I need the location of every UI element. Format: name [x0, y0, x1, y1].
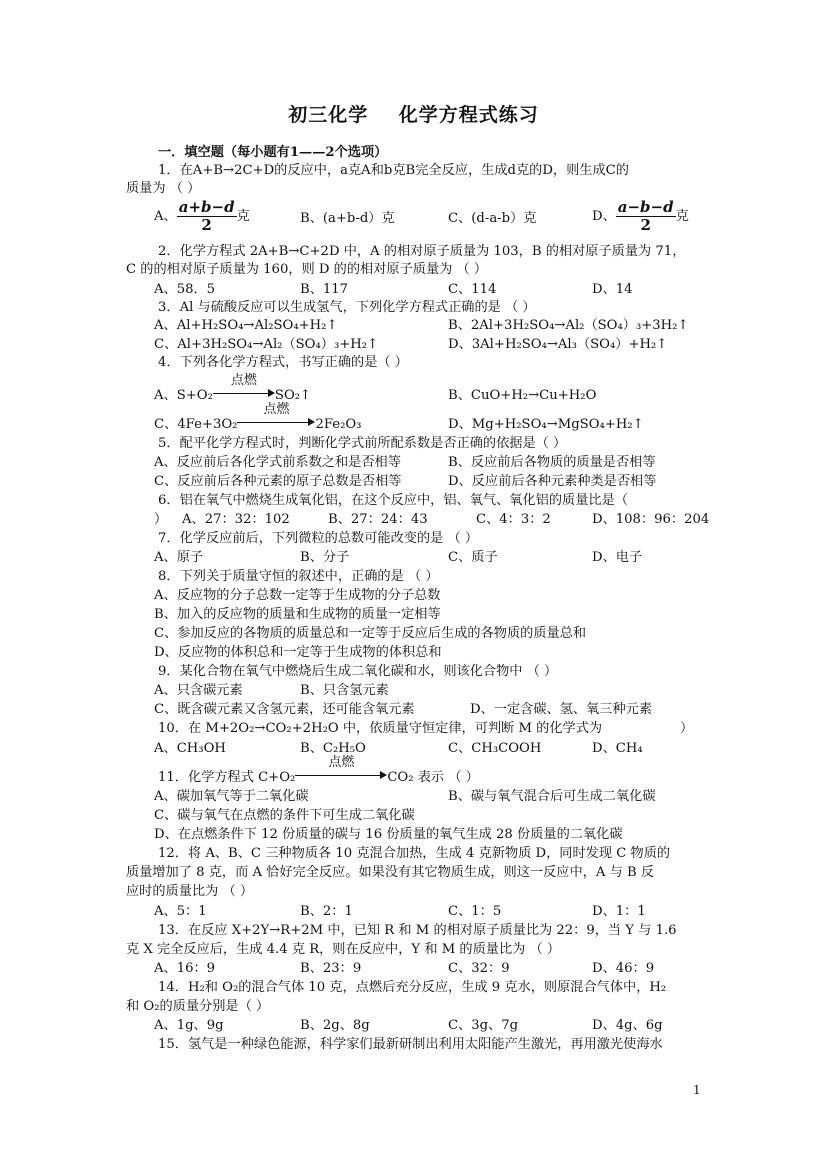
- q1-option-c: C、(d-a-b）克: [448, 211, 537, 226]
- q5-option-b: B、反应前后各物质的质量是否相等: [448, 455, 656, 470]
- q9-option-c: C、既含碳元素又含氢元素，还可能含氧元素: [154, 702, 415, 717]
- q14-option-c: C、3g、7g: [448, 1018, 519, 1033]
- q3-option-b: B、2Al+3H₂SO₄→Al₂（SO₄）₃+3H₂↑: [448, 318, 689, 333]
- q8-option-b: B、加入的反应物的质量和生成物的质量一定相等: [154, 607, 441, 622]
- q10-option-c: C、CH₃COOH: [448, 741, 542, 756]
- q9-option-b: B、只含氢元素: [300, 683, 389, 698]
- q5-option-a: A、反应前后各化学式前系数之和是否相等: [154, 455, 401, 470]
- q12-option-d: D、1：1: [592, 904, 646, 919]
- q13-option-d: D、46：9: [592, 961, 655, 976]
- page-number: 1: [693, 1083, 701, 1097]
- q11-option-a: A、碳加氧气等于二氧化碳: [154, 789, 309, 804]
- q5-option-c: C、反应前后各种元素的原子总数是否相等: [154, 474, 402, 489]
- q9-option-a: A、只含碳元素: [154, 683, 243, 698]
- q10-option-b: B、C₂H₅O: [300, 741, 366, 756]
- q8-option-a: A、反应物的分子总数一定等于生成物的分子总数: [154, 588, 441, 603]
- q3-option-d: D、3Al+H₂SO₄→Al₃（SO₄）+H₂↑: [448, 337, 668, 352]
- q5-stem: 5．配平化学方程式时，判断化学式前所配系数是否正确的依据是（ ）: [158, 436, 567, 451]
- q12-option-b: B、2：1: [300, 904, 353, 919]
- q12-stem: 12．将 A、B、C 三种物质各 10 克混合加热，生成 4 克新物质 D，同时发现 C 物质的: [158, 846, 671, 861]
- q10-stem-close: ）: [680, 721, 694, 736]
- q4-option-d: D、Mg+H₂SO₄→MgSO₄+H₂↑: [448, 417, 644, 432]
- q4-c-ignite-arrow: 点燃: [237, 416, 315, 428]
- q9-option-d: D、一定含碳、氢、氧三种元素: [470, 702, 653, 717]
- q11-ignite-arrow: 点燃: [295, 769, 387, 781]
- q3-option-a: A、Al+H₂SO₄→Al₂SO₄+H₂↑: [154, 318, 338, 333]
- q3-stem: 3．Al 与硫酸反应可以生成氢气，下列化学方程式正确的是 （ ）: [158, 300, 536, 315]
- q11-stem: 11．化学方程式 C+O₂ 点燃 CO₂ 表示 （ ）: [158, 755, 479, 785]
- q7-option-c: C、质子: [448, 550, 498, 565]
- q6-stem-close: ）: [154, 512, 168, 527]
- q6-option-a: A、27：32：102: [182, 512, 290, 527]
- q4-option-b: B、CuO+H₂→Cu+H₂O: [448, 388, 597, 403]
- q2-option-a: A、58．5: [154, 282, 216, 297]
- q13-stem-cont: 克 X 完全反应后，生成 4.4 克 R，则在反应中，Y 和 M 的质量比为 （ ）: [126, 942, 561, 957]
- q10-option-a: A、CH₃OH: [154, 741, 226, 756]
- q1-stem: 1．在A+B→2C+D的反应中，a克A和b克B完全反应，生成d克的D，则生成C的: [158, 163, 629, 178]
- section-heading: 一．填空题（每小题有1——2个选项）: [158, 145, 388, 160]
- q9-stem: 9．某化合物在氧气中燃烧后生成二氧化碳和水，则该化合物中 （ ）: [158, 664, 558, 679]
- q6-stem: 6．铝在氧气中燃烧生成氧化铝，在这个反应中，铝、氧气、氧化铝的质量比是（: [158, 493, 628, 508]
- q13-option-b: B、23：9: [300, 961, 362, 976]
- q14-option-b: B、2g、8g: [300, 1018, 370, 1033]
- q4-a-ignite-arrow: 点燃: [213, 387, 275, 399]
- q4-option-c: C、4Fe+3O₂ 点燃 2Fe₂O₃: [154, 402, 362, 432]
- q2-option-b: B、117: [300, 282, 349, 297]
- q7-stem: 7．化学反应前后，下列微粒的总数可能改变的是 （ ）: [158, 531, 479, 546]
- q12-stem-cont-2: 应时的质量比为 （ ）: [126, 884, 254, 899]
- q13-option-a: A、16：9: [154, 961, 216, 976]
- q1-fraction-a: $\frac{a+b-d}{2}$: [178, 198, 235, 234]
- q12-stem-cont: 质量增加了 8 克，而 A 恰好完全反应。如果没有其它物质生成，则这一反应中，A 与 B 反: [126, 865, 655, 880]
- q4-stem: 4．下列各化学方程式，书写正确的是（ ）: [158, 355, 408, 370]
- q8-option-d: D、反应物的体积总和一定等于生成物的体积总和: [154, 645, 442, 660]
- q12-option-c: C、1：5: [448, 904, 502, 919]
- q1-option-b: B、(a+b-d）克: [300, 211, 395, 226]
- q1-fraction-d: $\frac{a-b-d}{2}$: [617, 198, 674, 234]
- page-title: 初三化学 化学方程式练习: [288, 104, 539, 126]
- q14-option-a: A、1g、9g: [154, 1018, 224, 1033]
- q11-option-b: B、碳与氧气混合后可生成二氧化碳: [448, 789, 656, 804]
- q3-option-c: C、Al+3H₂SO₄→Al₂（SO₄）₃+H₂↑: [154, 337, 379, 352]
- q11-option-d: D、在点燃条件下 12 份质量的碳与 16 份质量的氧气生成 28 份质量的二氧化碳: [154, 827, 623, 842]
- q7-option-d: D、电子: [592, 550, 643, 565]
- q15-stem: 15．氢气是一种绿色能源，科学家们最新研制出利用太阳能产生激光，再用激光使海水: [158, 1037, 663, 1052]
- q14-stem: 14．H₂和 O₂的混合气体 10 克，点燃后充分反应，生成 9 克水，则原混合气体中，H₂: [158, 980, 667, 995]
- q2-option-d: D、14: [592, 282, 633, 297]
- q2-option-c: C、114: [448, 282, 497, 297]
- q2-stem: 2．化学方程式 2A+B→C+2D 中，A 的相对原子质量为 103，B 的相对原子质量为 71，: [158, 244, 686, 259]
- q7-option-a: A、原子: [154, 550, 204, 565]
- q14-stem-cont: 和 O₂的质量分别是（ ）: [126, 999, 270, 1014]
- q13-stem: 13．在反应 X+2Y→R+2M 中，已知 R 和 M 的相对原子质量比为 22：9，当 Y 与 1.6: [158, 923, 677, 938]
- q11-option-c: C、碳与氧气在点燃的条件下可生成二氧化碳: [154, 808, 415, 823]
- q1-stem-cont: 质量为 （ ）: [126, 181, 201, 196]
- q8-option-c: C、参加反应的各物质的质量总和一定等于反应后生成的各物质的质量总和: [154, 626, 587, 641]
- q14-option-d: D、4g、6g: [592, 1018, 663, 1033]
- q7-option-b: B、分子: [300, 550, 350, 565]
- q10-option-d: D、CH₄: [592, 741, 643, 756]
- q2-stem-cont: C 的的相对原子质量为 160，则 D 的的相对原子质量为 （ ）: [126, 262, 488, 277]
- q1-option-a: A、 $\frac{a+b-d}{2}$ 克: [154, 198, 250, 234]
- q4-option-a: A、S+O₂ 点燃 SO₂↑: [154, 373, 312, 403]
- q6-option-b: B、27：24：43: [328, 512, 428, 527]
- q8-stem: 8．下列关于质量守恒的叙述中，正确的是 （ ）: [158, 569, 439, 584]
- q12-option-a: A、5：1: [154, 904, 207, 919]
- q1-option-d: D、 $\frac{a-b-d}{2}$ 克: [592, 198, 689, 234]
- q5-option-d: D、反应前后各种元素种类是否相等: [448, 474, 657, 489]
- q6-option-c: C、4：3：2: [476, 512, 551, 527]
- q6-option-d: D、108：96：204: [592, 512, 710, 527]
- q13-option-c: C、32：9: [448, 961, 510, 976]
- q10-stem: 10．在 M+2O₂→CO₂+2H₂O 中，依质量守恒定律，可判断 M 的化学式为: [158, 721, 603, 736]
